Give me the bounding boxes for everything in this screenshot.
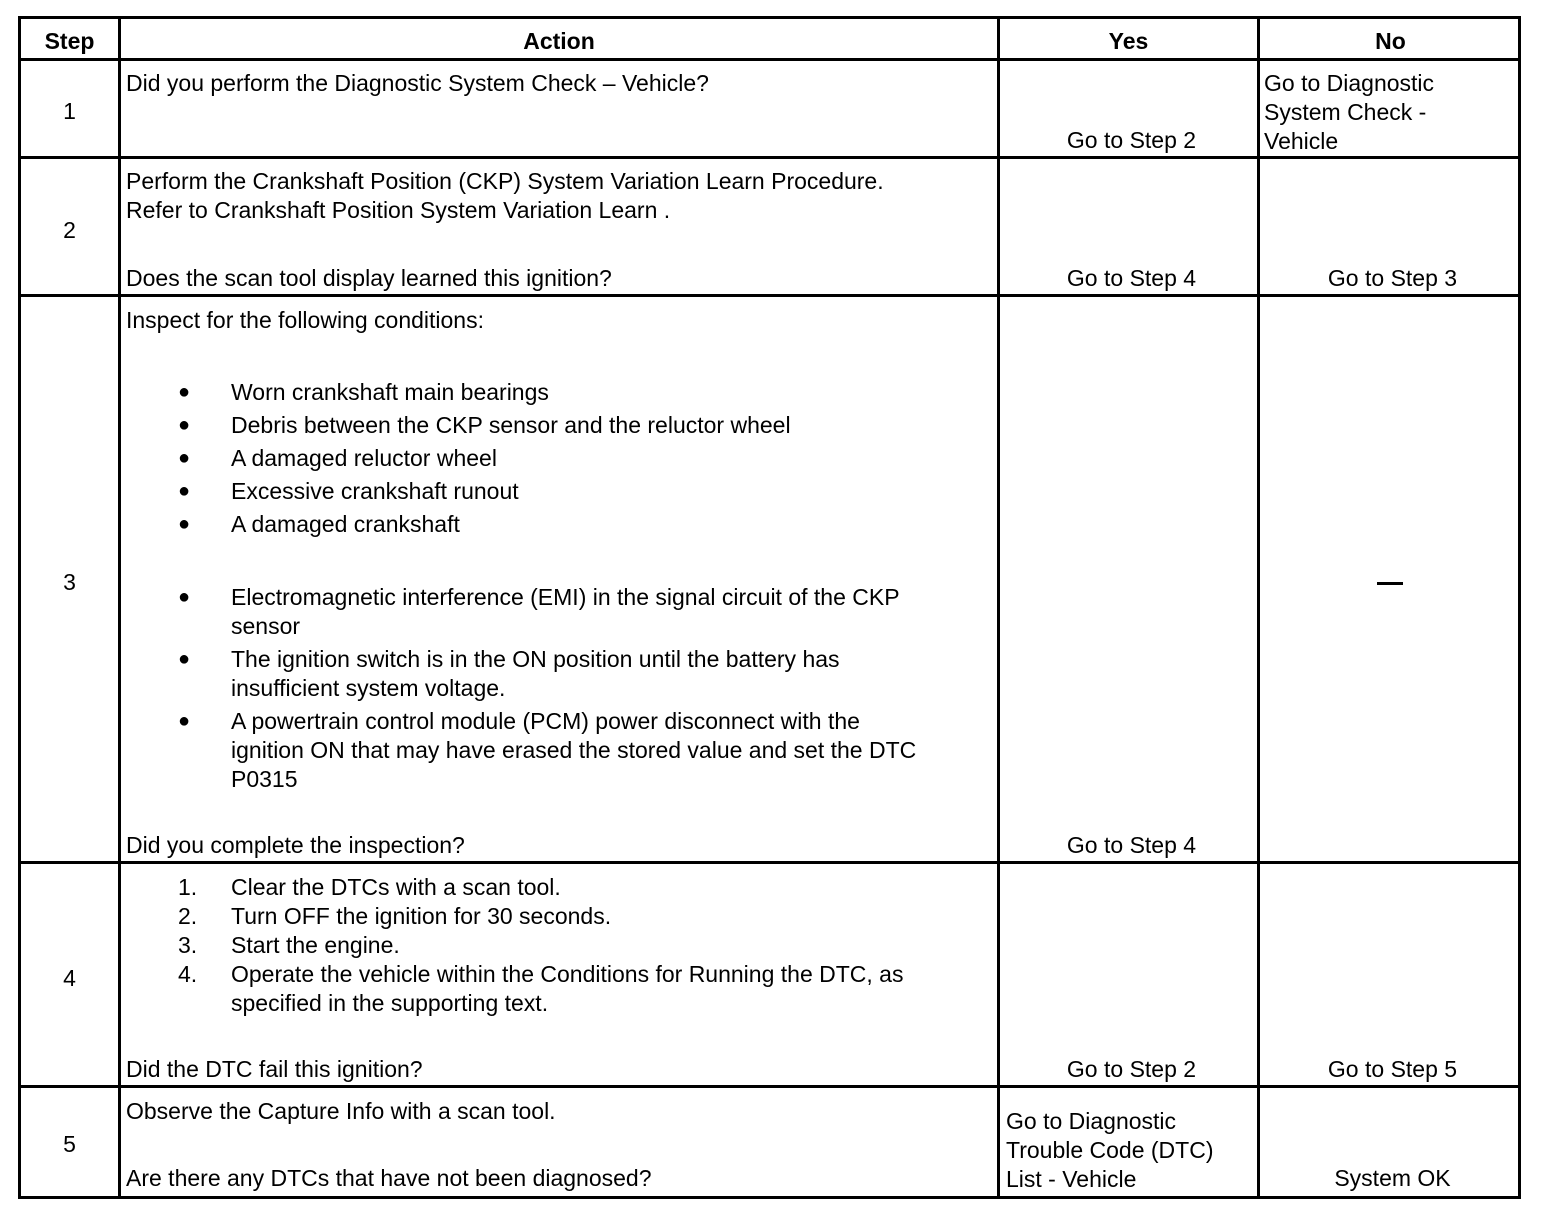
question-text: Does the scan tool display learned this ignition? bbox=[126, 265, 612, 291]
header-yes: Yes bbox=[1108, 28, 1149, 54]
question-text: Did the DTC fail this ignition? bbox=[126, 1056, 423, 1082]
action-intro: Inspect for the following conditions: bbox=[126, 307, 484, 333]
column-divider bbox=[118, 19, 121, 1196]
bullet-icon: ● bbox=[178, 513, 191, 535]
yes-result: Go to Step 4 bbox=[1066, 265, 1197, 291]
bullet-icon: ● bbox=[178, 710, 191, 732]
no-result: Go to Step 3 bbox=[1327, 265, 1458, 291]
row-divider bbox=[21, 1085, 1518, 1088]
action-text: Observe the Capture Info with a scan tool. bbox=[126, 1098, 556, 1124]
no-result: System OK bbox=[1334, 1165, 1451, 1191]
diagnostic-table: Step Action Yes No 1 Did you perform the Diagnostic System Check – Vehicle? Go to Step 2 Go to Diagnostic System Check - Vehicle 2 Perform the Crankshaft Position (CKP) System Variation Learn Procedure. Refer to Crankshaft Position System Variation Learn . Does the scan tool display learned this ignition? Go to Step 4 Go to Step 3 3 Inspect for the following conditions: ● Worn crankshaft main bearings ● Debris between the CKP sensor and the reluctor wheel ● A damaged reluctor wheel ● Excessive crankshaft runout ● A damaged crankshaft ● Electromagnetic interference (EMI) in the signal circuit of the CKP sensor ● The ignition switch is in the ON position until the battery has insufficient system voltage. ● A powertrain control module (PCM) power disconnect with the ignition ON that may have erased the stored value and set the DTC P0315 Did you complete the inspection? Go to Step 4 4 1. Clear the DTCs with a scan tool. 2. Turn OFF the ignition for 30 seconds. 3. Start the engine. 4. Operate the vehicle within the Conditions for Running the DTC, as specified in the supporting text. Did the DTC fail this ignition? Go to Step 2 Go to Step 5 5 Observe the Capture Info with a scan tool. Are there any DTCs that have not been diagnosed? Go to Diagnostic Trouble Code (DTC) List - Vehicle System OK bbox=[18, 16, 1521, 1199]
action-text bbox=[126, 167, 996, 225]
step-number: 1 bbox=[63, 98, 76, 124]
bullet-icon: ● bbox=[178, 586, 191, 608]
no-result bbox=[1264, 69, 1521, 156]
yes-result: Go to Step 2 bbox=[1066, 127, 1197, 153]
step-number: 2 bbox=[63, 217, 76, 243]
yes-result bbox=[1006, 1107, 1263, 1194]
bullet-icon: ● bbox=[178, 648, 191, 670]
row-divider bbox=[21, 58, 1518, 61]
bullet-icon: ● bbox=[178, 381, 191, 403]
question-text: Did you complete the inspection? bbox=[126, 832, 465, 858]
yes-result-line: List - Vehicle bbox=[1006, 1166, 1137, 1192]
no-result: Go to Step 5 bbox=[1327, 1056, 1458, 1082]
no-result-line: Go to Diagnostic bbox=[1264, 70, 1435, 96]
header-action: Action bbox=[523, 28, 595, 54]
question-text: Are there any DTCs that have not been diagnosed? bbox=[126, 1165, 652, 1191]
yes-result-line: Go to Diagnostic bbox=[1006, 1108, 1177, 1134]
yes-result: Go to Step 2 bbox=[1066, 1056, 1197, 1082]
column-divider bbox=[997, 19, 1000, 1196]
row-divider bbox=[21, 156, 1518, 159]
row-divider bbox=[21, 294, 1518, 297]
bullet-icon: ● bbox=[178, 480, 191, 502]
no-result-line: Vehicle bbox=[1264, 128, 1339, 154]
action-text: Did you perform the Diagnostic System Check – Vehicle? bbox=[126, 70, 709, 96]
not-applicable-dash bbox=[1377, 582, 1403, 585]
action-line: Perform the Crankshaft Position (CKP) System Variation Learn Procedure. bbox=[126, 168, 884, 194]
bullet-icon: ● bbox=[178, 414, 191, 436]
step-number: 5 bbox=[63, 1131, 76, 1157]
yes-result-line: Trouble Code (DTC) bbox=[1006, 1137, 1214, 1163]
bullet-icon: ● bbox=[178, 447, 191, 469]
yes-result: Go to Step 4 bbox=[1066, 832, 1197, 858]
column-divider bbox=[1257, 19, 1260, 1196]
row-divider bbox=[21, 861, 1518, 864]
action-line: Refer to Crankshaft Position System Variation Learn . bbox=[126, 197, 671, 223]
step-number: 3 bbox=[63, 569, 76, 595]
no-result-line: System Check - bbox=[1264, 99, 1427, 125]
step-number: 4 bbox=[63, 965, 76, 991]
header-no: No bbox=[1375, 28, 1406, 54]
header-step: Step bbox=[44, 28, 95, 54]
